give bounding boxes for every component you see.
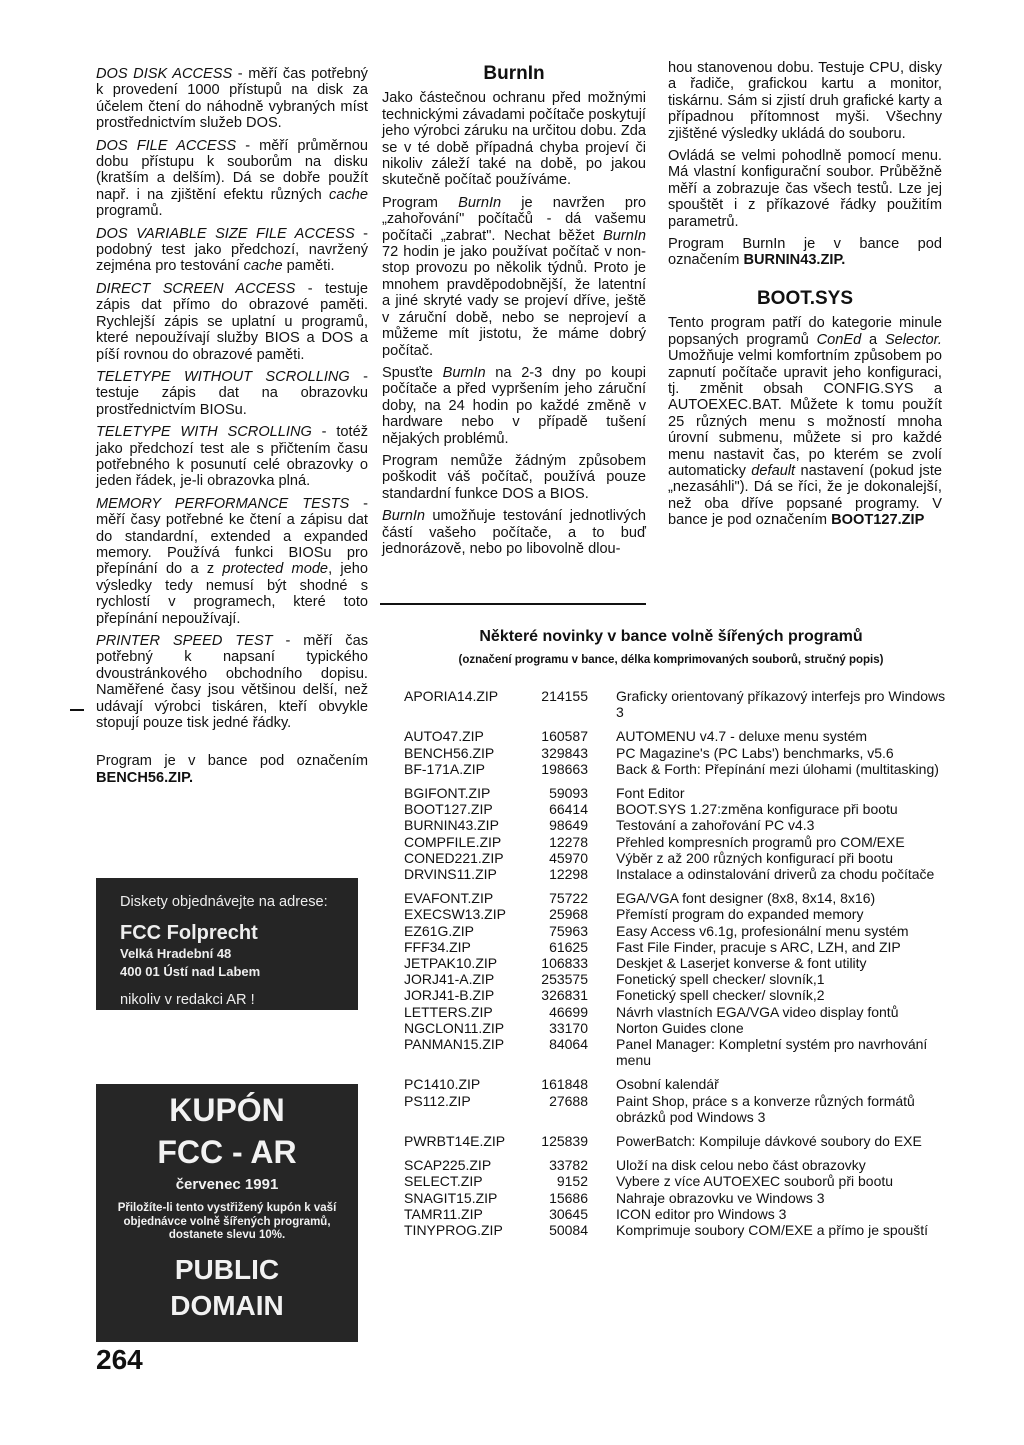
program-size: 125839 <box>541 1133 588 1150</box>
program-description: Deskjet & Laserjet konverse & font utility <box>616 955 867 972</box>
table-row <box>392 785 950 801</box>
table-row <box>392 1190 950 1206</box>
table-row <box>392 1222 950 1238</box>
table-row <box>392 761 950 777</box>
program-name: SNAGIT15.ZIP <box>404 1189 498 1206</box>
table-row <box>392 923 950 939</box>
program-name: BF-171A.ZIP <box>404 760 485 777</box>
coupon-issuer: FCC - AR <box>157 1134 297 1170</box>
program-name: AUTO47.ZIP <box>404 728 484 745</box>
coupon-date: červenec 1991 <box>175 1176 279 1193</box>
coupon-public: PUBLIC <box>174 1254 280 1285</box>
program-name: FFF34.ZIP <box>404 938 471 955</box>
table-row <box>392 850 950 866</box>
program-description: Norton Guides clone <box>616 1019 744 1036</box>
program-description: BOOT.SYS 1.27:změna konfigurace při bootu <box>616 801 898 818</box>
program-size: 198663 <box>541 760 588 777</box>
program-name: SCAP225.ZIP <box>404 1157 492 1174</box>
program-name: EVAFONT.ZIP <box>404 890 494 907</box>
program-size: 214155 <box>541 688 588 704</box>
program-description: PowerBatch: Kompiluje dávkové soubory do EXE <box>616 1133 922 1150</box>
program-description: Přemístí program do expanded memory <box>616 906 864 923</box>
program-description: Fast File Finder, pracuje s ARC, LZH, and ZIP <box>616 938 901 955</box>
order-city: 400 01 Ústí nad Labem <box>120 964 261 979</box>
paragraph-file-access: DOS FILE ACCESS - měří průměrnou dobu přístupu k souborům na disku (kratším a delším). Dá se dobře použít např. i na zjištění efektu různých cache programů. <box>96 137 368 220</box>
burnin-p1: Jako částečnou ochranu před možnými technickými závadami počítače poskytují jeho výrobci záruku na určitou dobu. Zda se v té době případná chyba projeví či nikoliv záleží také na době, po jakou skutečně počítač používáme. <box>382 90 646 189</box>
program-name: BURNIN43.ZIP <box>404 817 499 834</box>
left-column <box>96 66 368 792</box>
program-name: BGIFONT.ZIP <box>404 785 491 802</box>
table-row <box>392 745 950 761</box>
coupon-title: KUPÓN <box>169 1092 285 1128</box>
program-size: 33782 <box>549 1157 588 1174</box>
order-company: FCC Folprecht <box>120 922 258 944</box>
program-description: ICON editor pro Windows 3 <box>616 1205 787 1222</box>
program-size: 30645 <box>549 1205 588 1222</box>
program-description: Back & Forth: Přepínání mezi úlohami (multitasking) <box>616 760 939 777</box>
burnin-code: Program BurnIn je v bance pod označením BURNIN43.ZIP. <box>668 236 942 269</box>
paragraph-bench-code: Program je v bance pod označením BENCH56.ZIP. <box>96 753 368 786</box>
table-row <box>392 866 950 882</box>
table-row <box>392 1020 950 1036</box>
table-title: Některé novinky v bance volně šířených programů <box>479 628 863 645</box>
program-size: 27688 <box>549 1092 588 1109</box>
program-size: 253575 <box>541 971 588 988</box>
program-size: 25968 <box>549 906 588 923</box>
table-row <box>392 817 950 833</box>
coupon-text: Přiložíte-li tento vystřižený kupón k vaší objednávce volně šířených programů, dostanete slevu 10%. <box>117 1202 337 1241</box>
program-name: EXECSW13.ZIP <box>404 906 506 923</box>
program-size: 45970 <box>549 849 588 866</box>
program-description: Výběr z až 200 různých konfigurací při bootu <box>616 849 894 866</box>
program-description: Paint Shop, práce s a konverze různých formátů obrázků pod Windows 3 <box>616 1092 915 1125</box>
program-description: EGA/VGA font designer (8x8, 8x14, 8x16) <box>616 890 876 907</box>
program-name: JORJ41-B.ZIP <box>404 987 495 1004</box>
program-size: 50084 <box>549 1222 588 1239</box>
program-size: 161848 <box>541 1076 588 1093</box>
program-size: 9152 <box>556 1173 588 1190</box>
burnin-p2: Program BurnIn je navržen pro „zahořování" počítačů - dá vašemu počítači „zabrat". Nechat běžet BurnIn 72 hodin je jako používat počítač v non-stop provozu po několik týdnů. Proto je mnohem pravděpodobnější, že latentní a jiné skryté vady se projeví dříve, ještě v záruční době, nebo se neprojeví a můžeme mít jistotu, že máme dobrý počítač. <box>382 194 646 359</box>
program-description: Testování a zahořování PC v4.3 <box>616 817 815 834</box>
program-name: JETPAK10.ZIP <box>404 955 498 972</box>
table-row <box>392 1157 950 1173</box>
program-size: 46699 <box>549 1003 588 1020</box>
program-description: Fonetický spell checker/ slovník,2 <box>616 987 825 1004</box>
program-size: 326831 <box>541 987 588 1004</box>
program-name: TINYPROG.ZIP <box>404 1222 503 1239</box>
program-description: Přehled kompresních programů pro COM/EXE <box>616 833 905 850</box>
program-description: Graficky orientovaný příkazový interfejs pro Windows 3 <box>616 688 946 721</box>
margin-mark <box>70 709 84 711</box>
program-name: APORIA14.ZIP <box>404 688 499 704</box>
program-size: 61625 <box>549 938 588 955</box>
program-description: Instalace a odinstalování driverů za chodu počítače <box>616 866 935 883</box>
program-name: PC1410.ZIP <box>404 1076 481 1093</box>
program-description: Panel Manager: Kompletní systém pro navrhování menu <box>616 1036 928 1069</box>
coupon-box <box>96 1084 358 1342</box>
program-size: 329843 <box>541 744 588 761</box>
middle-column <box>382 63 646 563</box>
program-description: Osobní kalendář <box>616 1076 719 1093</box>
table-row <box>392 1133 950 1149</box>
order-note: nikoliv v redakci AR ! <box>120 992 255 1008</box>
burnin-continued: hou stanovenou dobu. Testuje CPU, disky a řadiče, grafickou kartu a monitor, tiskárnu. Sám si zjistí druh grafické karty a případnou přítomnost myši. Všechny zjištěné výsledky ukládá do souboru. <box>668 60 942 142</box>
order-street: Velká Hradební 48 <box>120 946 232 961</box>
program-description: Fonetický spell checker/ slovník,1 <box>616 971 825 988</box>
program-description: Komprimuje soubory COM/EXE a přímo je spouští <box>616 1222 929 1239</box>
table-row <box>392 955 950 971</box>
table-row <box>392 1004 950 1020</box>
program-size: 33170 <box>549 1019 588 1036</box>
table-row <box>392 688 950 720</box>
table-row <box>392 801 950 817</box>
paragraph-direct-screen: DIRECT SCREEN ACCESS - testuje zápis dat přímo do obrazové paměti. Rychlejší zápis se uplatní u programů, které nepoužívají služby BIOS a DOS a píší rovnou do obrazové paměti. <box>96 280 368 363</box>
table-row <box>392 1076 950 1092</box>
program-size: 15686 <box>549 1189 588 1206</box>
program-size: 75722 <box>549 890 588 907</box>
program-name: PS112.ZIP <box>404 1092 471 1109</box>
divider <box>380 603 646 605</box>
table-row <box>392 728 950 744</box>
program-description: PC Magazine's (PC Labs') benchmarks, v5.6 <box>616 744 894 761</box>
paragraph-variable-size: DOS VARIABLE SIZE FILE ACCESS - podobný test jako předchozí, navržený zejména pro testování cache paměti. <box>96 225 368 275</box>
program-description: AUTOMENU v4.7 - deluxe menu systém <box>616 728 868 745</box>
program-size: 59093 <box>549 785 588 802</box>
paragraph-printer-test: PRINTER SPEED TEST - měří čas potřebný k napsaní typického dvoustránkového obchodního dopisu. Naměřené časy jsou většinou delší, než udávají výrobci tiskáren, kteří obvykle stopují pouze tisk jedné řádky. <box>96 633 368 732</box>
burnin-p3: Spusťte BurnIn na 2-3 dny po koupi počítače a před vypršením jeho záruční doby, na 24 hodin po každé změně v hardware nebo v případě tušení nějakých problémů. <box>382 364 646 447</box>
program-size: 98649 <box>549 817 588 834</box>
coupon-domain: DOMAIN <box>170 1290 284 1321</box>
program-description: Vybere z více AUTOEXEC souborů při bootu <box>616 1173 894 1190</box>
program-name: EZ61G.ZIP <box>404 922 475 939</box>
new-programs-table <box>392 620 950 1340</box>
table-row <box>392 939 950 955</box>
program-description: Nahraje obrazovku ve Windows 3 <box>616 1189 825 1206</box>
table-row <box>392 971 950 987</box>
paragraph-teletype-scroll: TELETYPE WITH SCROLLING - totéž jako předchozí test ale s přičtením času potřebného k posunutí celé obrazovky o jeden řádek, je-li obrazovka plná. <box>96 424 368 490</box>
table-row <box>392 834 950 850</box>
paragraph-teletype-no-scroll: TELETYPE WITHOUT SCROLLING - testuje zápis dat na obrazovku prostřednictvím BIOSu. <box>96 368 369 418</box>
program-description: Uloží na disk celou nebo část obrazovky <box>616 1157 866 1174</box>
program-size: 12278 <box>549 833 588 850</box>
order-address-box <box>96 878 358 1010</box>
program-name: TAMR11.ZIP <box>404 1205 483 1222</box>
program-description: Easy Access v6.1g, profesionální menu systém <box>616 922 909 939</box>
program-name: NGCLON11.ZIP <box>404 1019 505 1036</box>
table-row <box>392 1036 950 1068</box>
program-size: 84064 <box>549 1036 588 1053</box>
table-rows <box>392 688 950 1238</box>
program-name: LETTERS.ZIP <box>404 1003 493 1020</box>
table-row <box>392 1206 950 1222</box>
bootsys-text: Tento program patří do kategorie minule popsaných programů ConEd a Selector. Umožňuje velmi komfortním způsobem po zapnutí počítače upravit jeho konfiguraci, tj. změnit obsah CONFIG.SYS a AUTOEXEC.BAT. Můžete k tomu použít 25 různých menu s možností mnoha úrovní submenu, můžete si pro každé menu nastavit čas, po kterém se zvolí automaticky default nastavení (pokud jste „nezasáhli"). Dá se říci, že je dokonalejší, než oba dříve popsané programy. V bance je pod označením BOOT127.ZIP <box>668 315 943 529</box>
burnin-p4: Program nemůže žádným způsobem poškodit váš počítač, používá pouze standardní funkce DOS a BIOS. <box>382 452 646 502</box>
bootsys-heading: BOOT.SYS <box>756 287 854 309</box>
table-row <box>392 987 950 1003</box>
paragraph-memory-tests: MEMORY PERFORMANCE TESTS - měří časy potřebné ke čtení a zápisu dat do standardní, extended a expanded memory. Používá funkci BIOSu pro přepínání do a z protected mode, jeho výsledky tedy nemusí být shodné s rychlostí v programech, které toto přepínání nepoužívají. <box>96 495 368 627</box>
program-name: PANMAN15.ZIP <box>404 1036 505 1053</box>
program-size: 160587 <box>541 728 588 745</box>
program-name: JORJ41-A.ZIP <box>404 971 495 988</box>
program-name: BOOT127.ZIP <box>404 801 493 818</box>
order-instruction: Diskety objednávejte na adrese: <box>120 894 328 910</box>
program-name: PWRBT14E.ZIP <box>404 1133 506 1150</box>
program-name: SELECT.ZIP <box>404 1173 483 1190</box>
paragraph-disk-access: DOS DISK ACCESS - měří čas potřebný k provedení 1000 přístupů na disk za účelem čtení do náhodně vybraných míst prostřednictvím služeb DOS. <box>96 66 368 132</box>
program-description: Návrh vlastních EGA/VGA video display fontů <box>616 1003 899 1020</box>
program-size: 12298 <box>549 866 588 883</box>
table-subtitle: (označení programu v bance, délka komprimovaných souborů, stručný popis) <box>458 654 884 666</box>
program-name: COMPFILE.ZIP <box>404 833 502 850</box>
program-size: 66414 <box>549 801 588 818</box>
burnin-menu: Ovládá se velmi pohodlně pomocí menu. Má vlastní konfigurační soubor. Průběžně měří a zobrazuje čas všech testů. Lze jej spouštět i z příkazové řádky použitím parametrů. <box>668 148 942 230</box>
table-row <box>392 1093 950 1125</box>
burnin-p5: BurnIn umožňuje testování jednotlivých částí vašeho počítače, a to buď jednorázově, nebo po libovolně dlou- <box>382 508 646 557</box>
burnin-heading: BurnIn <box>483 63 545 84</box>
program-size: 106833 <box>541 955 588 972</box>
table-row <box>392 1173 950 1189</box>
program-name: BENCH56.ZIP <box>404 744 495 761</box>
page-number: 264 <box>96 1344 143 1375</box>
program-name: DRVINS11.ZIP <box>404 866 497 883</box>
program-description: Font Editor <box>616 785 685 802</box>
program-size: 75963 <box>549 922 588 939</box>
right-column <box>668 60 942 535</box>
table-row <box>392 890 950 906</box>
table-row <box>392 906 950 922</box>
program-name: CONED221.ZIP <box>404 849 504 866</box>
